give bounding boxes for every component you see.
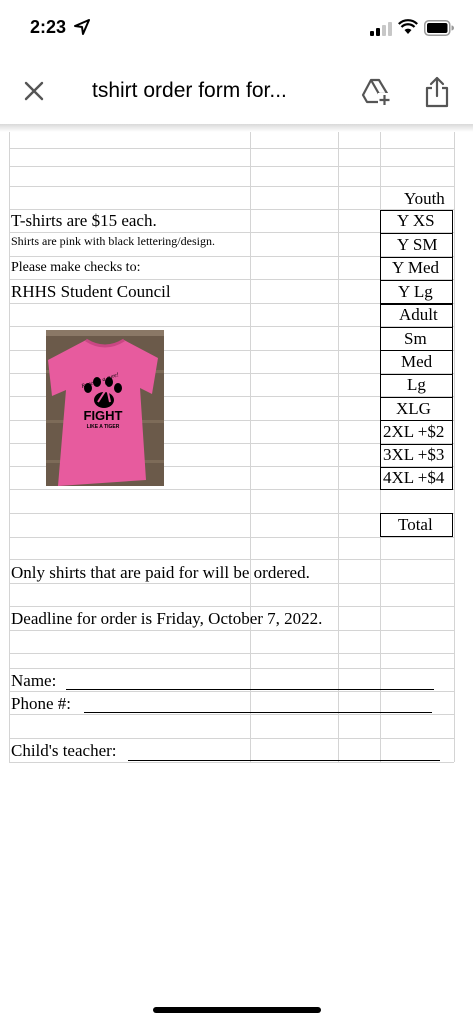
shirt-line1: a cure! bbox=[101, 372, 120, 384]
grid-line bbox=[9, 691, 454, 692]
grid-line bbox=[9, 148, 454, 149]
name-line bbox=[66, 689, 434, 690]
shirt-line2: FIGHT bbox=[83, 408, 123, 423]
share-icon[interactable] bbox=[424, 76, 450, 108]
size-adult-3xl: 3XL +$3 bbox=[383, 445, 445, 464]
size-adult-4xl: 4XL +$4 bbox=[383, 468, 445, 487]
close-icon[interactable] bbox=[20, 80, 48, 104]
cellular-signal-icon bbox=[370, 22, 392, 36]
size-adult-2xl: 2XL +$2 bbox=[383, 422, 445, 441]
size-adult-lg: Lg bbox=[407, 375, 426, 394]
price-text: T-shirts are $15 each. bbox=[11, 211, 157, 230]
add-to-drive-icon[interactable] bbox=[360, 77, 392, 107]
deadline-text: Deadline for order is Friday, October 7, 2022. bbox=[11, 609, 323, 628]
divider bbox=[381, 327, 452, 328]
total-label: Total bbox=[398, 515, 433, 534]
status-time: 2:23 bbox=[30, 17, 67, 37]
divider bbox=[381, 233, 452, 234]
name-label: Name: bbox=[11, 671, 57, 690]
size-youth-xs: Y XS bbox=[397, 211, 435, 230]
phone-line bbox=[84, 712, 432, 713]
grid-line bbox=[9, 537, 454, 538]
payee-text: RHHS Student Council bbox=[11, 282, 171, 301]
adult-header: Adult bbox=[399, 305, 438, 324]
document-title: tshirt order form for... bbox=[92, 79, 287, 102]
size-youth-sm: Y SM bbox=[397, 235, 438, 254]
status-bar bbox=[0, 0, 473, 58]
grid-line bbox=[9, 559, 454, 560]
divider bbox=[381, 350, 452, 351]
grid-line bbox=[9, 714, 454, 715]
grid-line bbox=[9, 738, 454, 739]
grid-line bbox=[9, 606, 454, 607]
battery-icon bbox=[424, 20, 454, 36]
size-youth-med: Y Med bbox=[392, 258, 440, 277]
grid-line bbox=[9, 186, 454, 187]
checks-payable-label: Please make checks to: bbox=[11, 260, 141, 275]
toolbar-shadow bbox=[0, 124, 473, 132]
paid-orders-note: Only shirts that are paid for will be ordered. bbox=[11, 563, 310, 582]
shirt-line3: LIKE A TIGER bbox=[86, 424, 120, 430]
size-youth-lg: Y Lg bbox=[398, 282, 433, 301]
grid-line bbox=[9, 166, 454, 167]
grid-line bbox=[9, 630, 454, 631]
divider bbox=[381, 420, 452, 421]
size-adult-xlg: XLG bbox=[396, 399, 431, 418]
teacher-label: Child's teacher: bbox=[11, 741, 117, 760]
grid-line bbox=[9, 583, 454, 584]
grid-line bbox=[9, 653, 454, 654]
size-adult-sm: Sm bbox=[404, 329, 427, 348]
grid-line bbox=[9, 762, 454, 763]
grid-line bbox=[454, 132, 455, 762]
grid-line bbox=[9, 668, 454, 669]
divider bbox=[381, 280, 452, 281]
size-adult-med: Med bbox=[401, 352, 433, 371]
location-arrow-icon bbox=[74, 19, 90, 35]
tshirt-photo bbox=[46, 330, 164, 486]
color-description-text: Shirts are pink with black lettering/design. bbox=[11, 234, 215, 248]
divider bbox=[381, 397, 452, 398]
phone-label: Phone #: bbox=[11, 694, 71, 713]
home-indicator[interactable] bbox=[153, 1007, 321, 1013]
wifi-icon bbox=[398, 19, 418, 35]
youth-header: Youth bbox=[404, 189, 445, 208]
teacher-line bbox=[128, 760, 440, 761]
